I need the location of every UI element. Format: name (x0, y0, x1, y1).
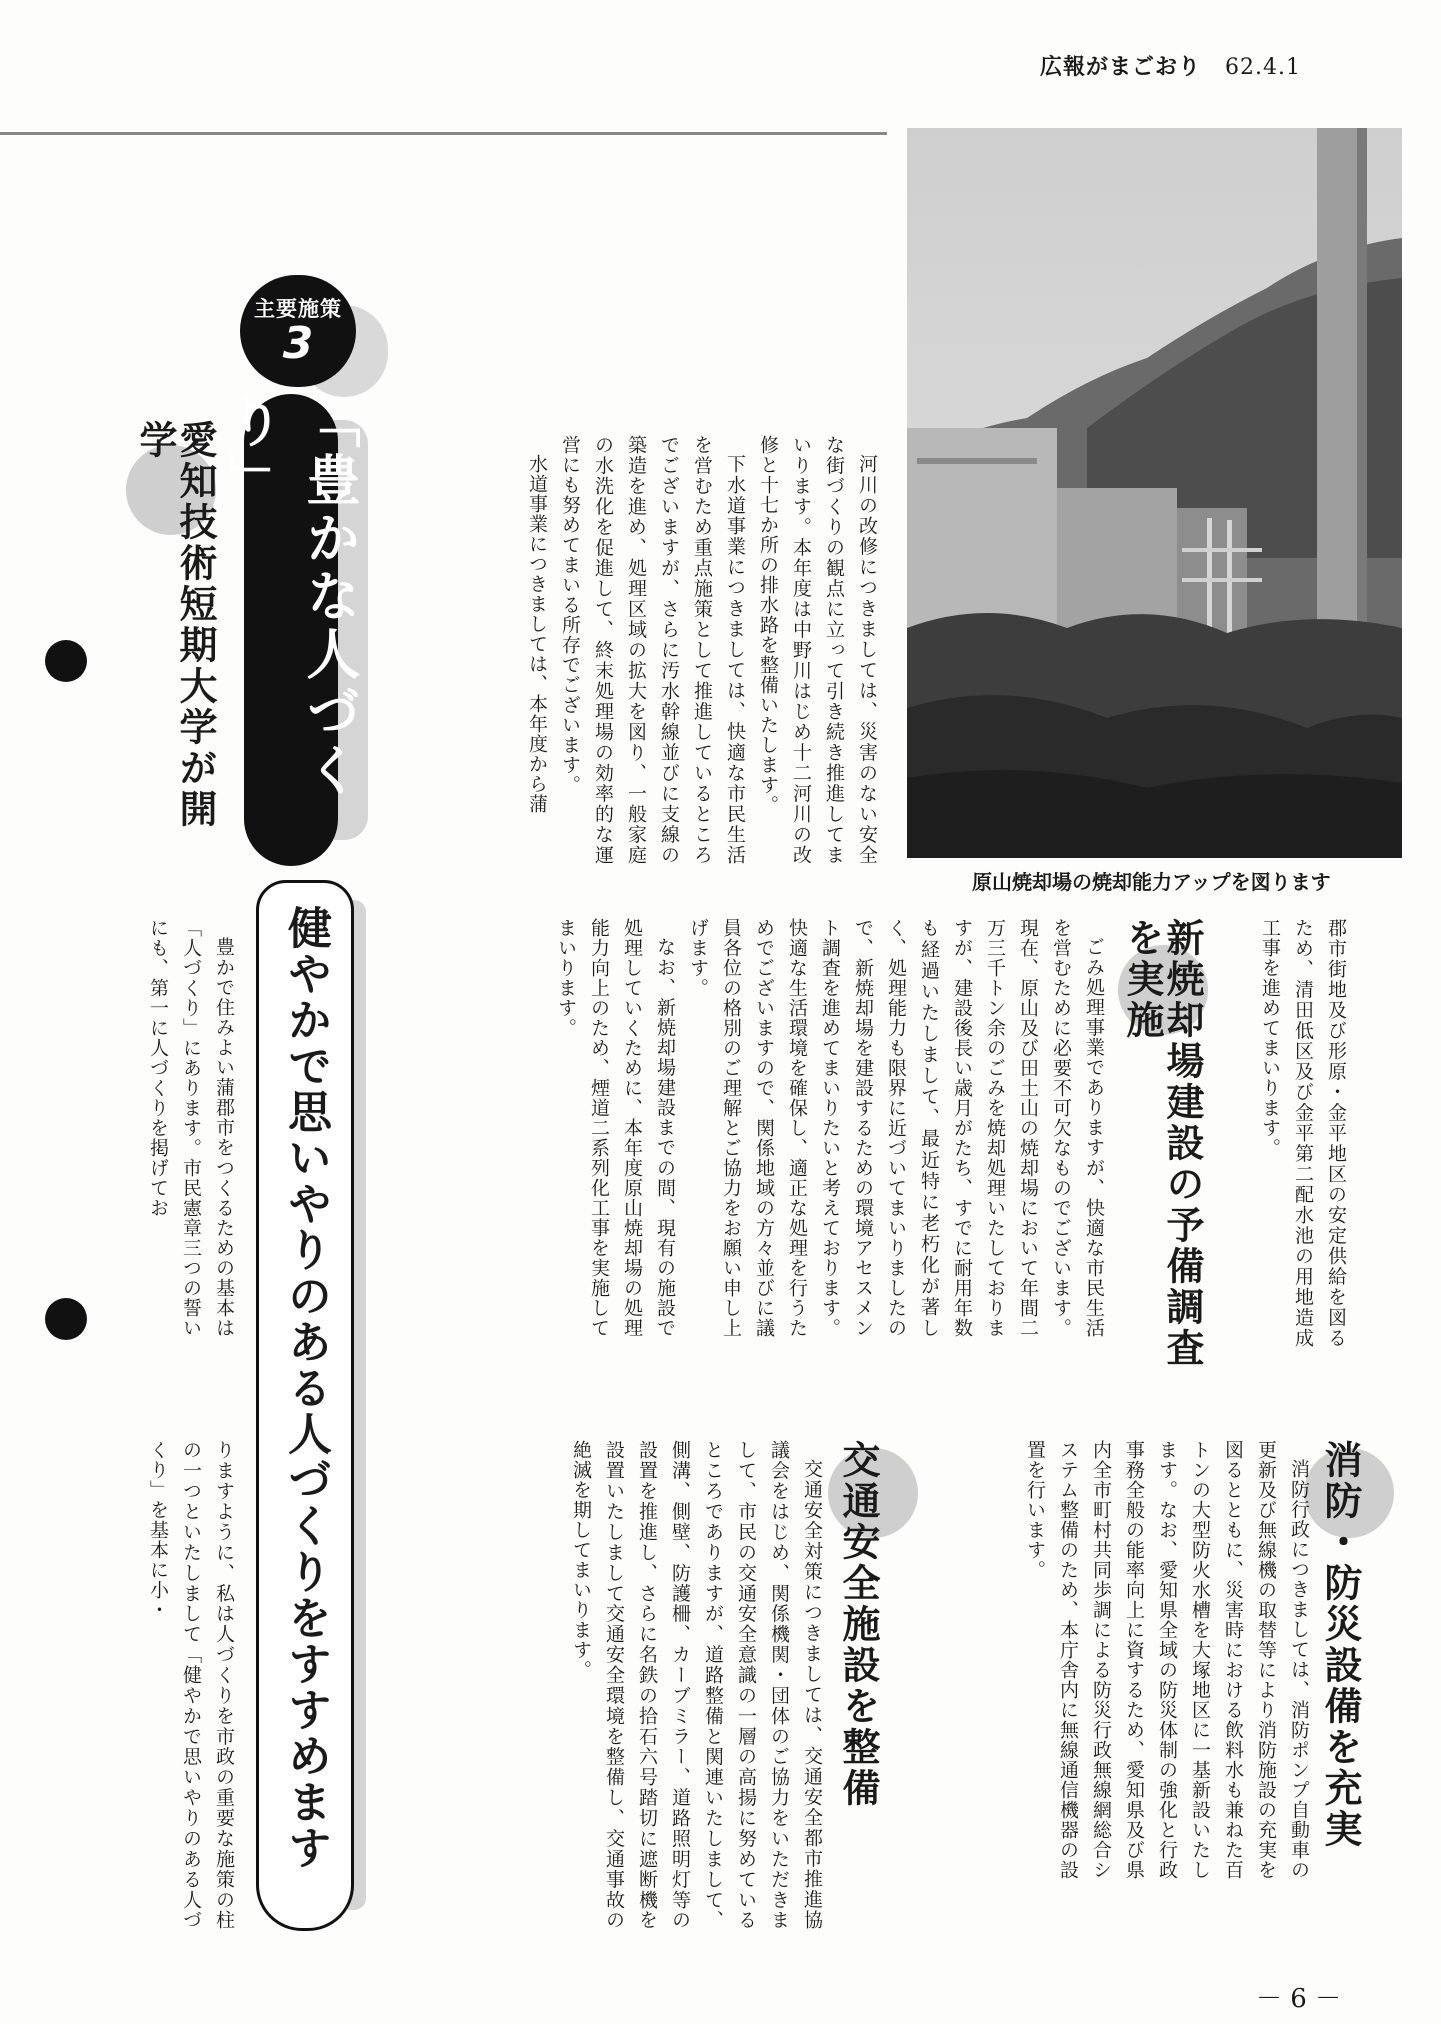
incinerator-photo (907, 128, 1402, 858)
section-badge (240, 275, 356, 387)
main-heading: 「豊かな人づくり」 (221, 394, 361, 800)
paragraph: 豊かで住みよい蒲郡市をつくるための基本は「人づくり」にあります。市民憲章三つの誓いにも、第一に人づくりを掲げてお (147, 918, 235, 1338)
paragraph: ごみ処理事業でありますが、快適な市民生活を営むために必要不可欠なものでございます。現在、原山及び田土山の焼却場において年間二万三千トン余のごみを焼却処理いたしておりますが、建設後長い歳月がたち、すでに耐用年数も経過いたしまして、最近特に老朽化が著しく、処理能力も限界に近づいてまいりましたので、新焼却場を建設するための環境アセスメント調査を進めてまいりたいと考えております。快適な生活環境を確保し、適正な処理を行うためでございますので、関係地域の方々並びに議員各位の格別のご理解とご協力をお願い申し上げます。 (687, 918, 1105, 1338)
traffic-text (428, 1440, 828, 1930)
incinerator-photo-graphic (907, 128, 1402, 858)
photo-caption: 原山焼却場の焼却能力アップを図ります (972, 870, 1331, 894)
paragraph: 消防行政につきましては、消防ポンプ自動車の更新及び無線機の取替等により消防施設の充実を図るとともに、災害時における飲料水も兼ねた百トンの大型防火水槽を大塚地区に一基新設いたします。なお、愛知県全域の防災体制の強化と行政事務全般の能率向上に資するため、愛知県及び県内全市町村共同歩調による防災行政無線網総合システム整備のため、本庁舎内に無線通信機器の設置を行います。 (1024, 1440, 1310, 1880)
paragraph: 河川の改修につきましては、災害のない安全な街づくりの観点に立って引き続き推進してまいります。本年度は中野川はじめ十二河川の改修と十七か所の排水路を整備いたします。 (757, 435, 878, 865)
publication-name: 広報がまごおり (1040, 55, 1202, 80)
incinerator-text (418, 918, 1110, 1338)
bullet-dot (45, 640, 87, 682)
college-text-cont (115, 1440, 240, 1930)
heading-incinerator: 新焼却場建設の予備調査を実施 (1120, 918, 1205, 1369)
page-header (1040, 50, 1301, 81)
paragraph: 下水道事業につきましては、快適な市民生活を営むため重点施策として推進しているところでございますが、さらに汚水幹線並びに支線の築造を進め、処理区域の拡大を図り、一般家庭の水洗化を促進して、終末処理場の効率的な運営にも努めてまいる所存でございます。 (559, 435, 746, 865)
paragraph: 郡市街地及び形原・金平地区の安定供給を図るため、清田低区及び金平第二配水池の用地造成工事を進めてまいります。 (1259, 918, 1347, 1348)
paragraph: なお、新焼却場建設までの間、現有の施設で処理していくために、本年度原山焼却場の処理能力向上のため、煙道二系列化工事を実施してまいります。 (555, 918, 676, 1338)
heading-traffic: 交通安全施設を整備 (836, 1440, 881, 1809)
sub-heading: 健やかで思いやりのある人づくりをすすめます (280, 905, 331, 1871)
upper-right-text (1232, 918, 1352, 1348)
heading-fire: 消防・防災設備を充実 (1318, 1440, 1363, 1850)
badge-label: 主要施策 (254, 297, 342, 321)
paragraph: 水道事業につきましては、本年度から蒲 (526, 454, 548, 814)
badge-number: 3 (282, 318, 314, 369)
page-number: － 6 － (1256, 1984, 1342, 2014)
issue-date: 62.4.1 (1225, 55, 1301, 80)
upper-left-text (418, 435, 883, 865)
sub-heading-ribbon (256, 880, 354, 1931)
paragraph: りますように、私は人づくりを市政の重要な施策の柱の一つといたしまして「健やかで思いやりのある人づくり」を基本に小・ (147, 1440, 235, 1930)
main-heading-pill (221, 394, 361, 866)
heading-college: 愛知技術短期大学が開学 (133, 420, 218, 830)
bullet-dot (45, 1298, 87, 1340)
college-text (115, 918, 240, 1338)
paragraph: 交通安全対策につきましては、交通安全都市推進協議会をはじめ、関係機関・団体のご協力をいただきまして、市民の交通安全意識の一層の高揚に努めているところでありますが、道路整備と関連いたしまして、側溝、側壁、防護柵、カーブミラー、道路照明灯等の設置を推進し、さらに名鉄の拾石六号踏切に遮断機を設置いたしまして交通安全環境を整備し、交通事故の絶滅を期してまいります。 (570, 1440, 823, 1930)
header-rule (0, 132, 887, 135)
fire-text (900, 1440, 1315, 1880)
